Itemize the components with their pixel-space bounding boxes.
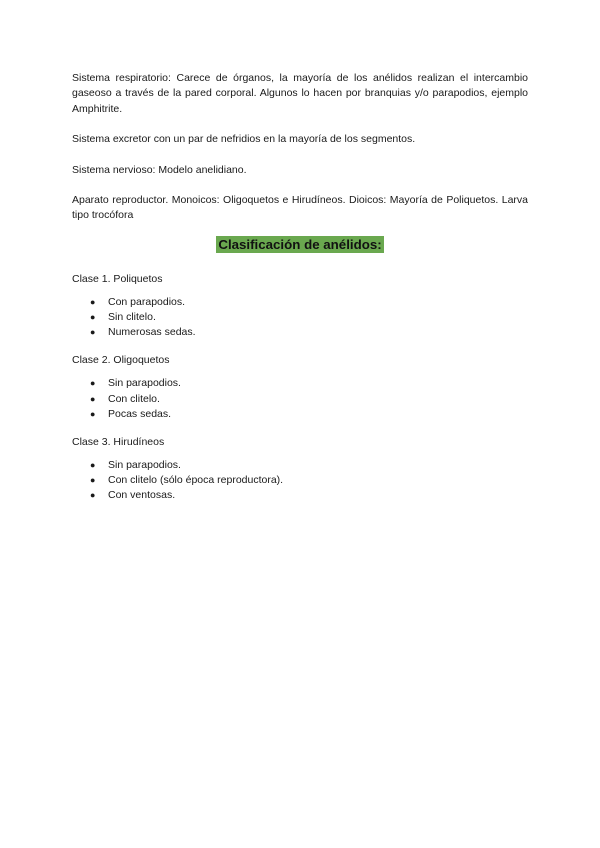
bullet-icon: ● <box>90 378 96 389</box>
bullet-icon: ● <box>90 296 96 307</box>
paragraph-reproductor: Aparato reproductor. Monoicos: Oligoquetos e Hirudíneos. Dioicos: Mayoría de Poliquetos. Larva tipo trocófora <box>72 194 528 222</box>
paragraph-nervioso: Sistema nervioso: Modelo anelidiano. <box>72 163 247 176</box>
list-item: ● Sin parapodios. <box>90 376 528 391</box>
section-heading-wrap <box>72 236 528 254</box>
class-title-poliquetos: Clase 1. Poliquetos <box>72 272 163 285</box>
list-item: ● Sin clitelo. <box>90 310 528 325</box>
list-item: ● Sin parapodios. <box>90 458 528 473</box>
paragraph-respiratorio: Sistema respiratorio: Carece de órganos, la mayoría de los anélidos realizan el intercambio gaseoso a través de la pared corporal. Algunos lo hacen por branquias y/o parapodios, ejemplo Amphitrite. <box>72 72 528 115</box>
bullet-icon: ● <box>90 393 96 404</box>
list-item: ● Con ventosas. <box>90 488 528 503</box>
feature-list-poliquetos <box>72 295 528 341</box>
list-item: ● Pocas sedas. <box>90 407 528 422</box>
list-item: ● Con clitelo. <box>90 392 528 407</box>
document-body <box>72 71 528 517</box>
bullet-icon: ● <box>90 408 96 419</box>
paragraph-excretor: Sistema excretor con un par de nefridios en la mayoría de los segmentos. <box>72 133 416 146</box>
bullet-icon: ● <box>90 460 96 471</box>
list-item: ● Numerosas sedas. <box>90 325 528 340</box>
bullet-icon: ● <box>90 312 96 323</box>
feature-list-hirudineos <box>72 458 528 504</box>
list-item: ● Con parapodios. <box>90 295 528 310</box>
class-title-hirudineos: Clase 3. Hirudíneos <box>72 436 165 449</box>
feature-list-oligoquetos <box>72 376 528 422</box>
bullet-icon: ● <box>90 490 96 501</box>
list-item: ● Con clitelo (sólo época reproductora). <box>90 473 528 488</box>
section-heading: Clasificación de anélidos: <box>218 236 382 252</box>
class-title-oligoquetos: Clase 2. Oligoquetos <box>72 354 170 367</box>
bullet-icon: ● <box>90 475 96 486</box>
bullet-icon: ● <box>90 327 96 338</box>
